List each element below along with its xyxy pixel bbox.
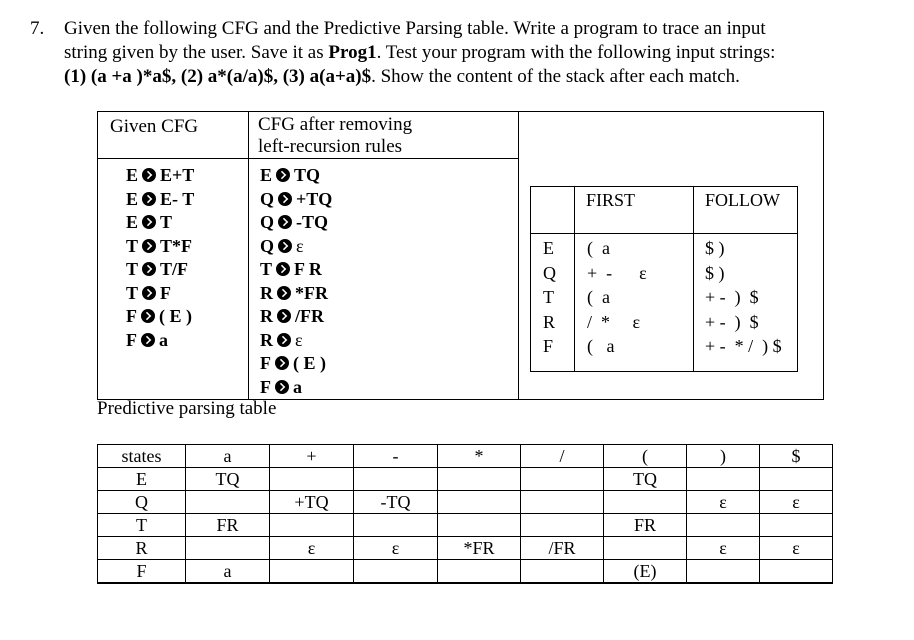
- rule-lhs: Q: [260, 188, 275, 209]
- produces-arrow-icon: [275, 356, 289, 370]
- question-line-2: [64, 42, 775, 64]
- table-cell: ε: [687, 491, 760, 514]
- rule-lhs: F: [260, 376, 271, 397]
- question-text-2a: string given by the user. Save it as: [64, 42, 329, 63]
- column-header: *: [438, 445, 521, 468]
- table-cell: ε: [687, 537, 760, 560]
- given-rule: [126, 258, 194, 282]
- grammar-divider-2: [518, 112, 519, 399]
- rule-rhs: F: [160, 282, 172, 303]
- rule-rhs: F R: [294, 259, 322, 279]
- follow-set: + - ) $: [705, 311, 759, 332]
- given-cfg-header: Given CFG: [110, 116, 199, 137]
- nonterminal: E: [543, 238, 554, 258]
- table-row: [98, 560, 833, 584]
- follow-set: $ ): [705, 262, 725, 283]
- follow-set: + - ) $: [705, 287, 759, 307]
- cfg-after-header-1: CFG after removing: [258, 114, 413, 135]
- rule-lhs: T: [126, 282, 139, 303]
- table-cell: -TQ: [354, 491, 438, 514]
- rule-rhs: a: [159, 329, 168, 350]
- produces-arrow-icon: [277, 286, 291, 300]
- rule-lhs: T: [260, 259, 273, 279]
- rule-rhs: ε: [295, 329, 303, 350]
- given-rule: [126, 164, 194, 188]
- follow-set: + - * / ) $: [705, 336, 782, 356]
- column-header: /: [521, 445, 604, 468]
- question-text-3: . Show the content of the stack after each match.: [371, 66, 740, 87]
- table-cell: [270, 560, 354, 584]
- program-name: Prog1: [328, 42, 377, 63]
- produces-arrow-icon: [276, 262, 290, 276]
- table-row: [98, 537, 833, 560]
- table-cell: [186, 491, 270, 514]
- grammar-header-line: [98, 158, 518, 159]
- table-cell: FR: [604, 514, 687, 537]
- table-cell: [270, 514, 354, 537]
- table-cell: [760, 560, 833, 584]
- produces-arrow-icon: [275, 380, 289, 394]
- column-header: ): [687, 445, 760, 468]
- column-header: $: [760, 445, 833, 468]
- produces-arrow-icon: [142, 168, 156, 182]
- ff-divider-2: [693, 187, 694, 371]
- produces-arrow-icon: [277, 309, 291, 323]
- column-header: +: [270, 445, 354, 468]
- table-cell: +TQ: [270, 491, 354, 514]
- produces-arrow-icon: [276, 168, 290, 182]
- rule-lhs: T: [126, 259, 139, 279]
- state-cell: Q: [98, 491, 186, 514]
- ff-header-line: [531, 233, 797, 234]
- table-cell: [438, 514, 521, 537]
- table-cell: /FR: [521, 537, 604, 560]
- rule-rhs: +TQ: [296, 188, 333, 209]
- first-set: / * ε: [587, 311, 641, 332]
- new-rule: [260, 164, 332, 188]
- table-cell: TQ: [186, 468, 270, 491]
- rule-rhs: ( E ): [293, 353, 326, 373]
- table-cell: [270, 468, 354, 491]
- produces-arrow-icon: [141, 309, 155, 323]
- new-rule: [260, 282, 332, 306]
- produces-arrow-icon: [278, 192, 292, 206]
- table-cell: [521, 560, 604, 584]
- given-rule: [126, 188, 194, 212]
- table-cell: [354, 468, 438, 491]
- rule-lhs: Q: [260, 235, 275, 256]
- given-rule: [126, 282, 194, 306]
- produces-arrow-icon: [142, 239, 156, 253]
- produces-arrow-icon: [142, 192, 156, 206]
- table-cell: ε: [270, 537, 354, 560]
- rule-rhs: a: [293, 376, 302, 397]
- table-cell: [354, 514, 438, 537]
- given-rule: [126, 211, 194, 235]
- table-cell: FR: [186, 514, 270, 537]
- table-cell: [521, 514, 604, 537]
- rule-lhs: R: [260, 329, 273, 350]
- rule-rhs: T: [160, 212, 173, 232]
- new-rule: [260, 235, 332, 259]
- rule-rhs: T/F: [160, 259, 189, 279]
- new-rules-list: [260, 164, 332, 399]
- grammar-divider-1: [248, 112, 249, 399]
- table-cell: ε: [760, 491, 833, 514]
- table-cell: [521, 491, 604, 514]
- column-header: -: [354, 445, 438, 468]
- follow-set: $ ): [705, 238, 725, 258]
- rule-lhs: E: [126, 212, 139, 232]
- new-rule: [260, 305, 332, 329]
- table-cell: (E): [604, 560, 687, 584]
- rule-rhs: -TQ: [296, 212, 329, 232]
- table-cell: ε: [760, 537, 833, 560]
- question-text-2b: . Test your program with the following input strings:: [376, 42, 776, 63]
- given-rule: [126, 305, 194, 329]
- nonterminal: Q: [543, 262, 556, 283]
- first-set: + - ε: [587, 262, 647, 283]
- new-rule: [260, 329, 332, 353]
- given-rule: [126, 235, 194, 259]
- question-line-1: [64, 18, 766, 40]
- table-cell: [438, 560, 521, 584]
- rule-lhs: F: [126, 329, 137, 350]
- table-cell: ε: [354, 537, 438, 560]
- rule-lhs: E: [126, 188, 139, 209]
- state-cell: F: [98, 560, 186, 584]
- cfg-after-header-2: left-recursion rules: [258, 136, 403, 157]
- rule-lhs: E: [126, 165, 139, 185]
- table-cell: [687, 560, 760, 584]
- parsing-table: [97, 444, 833, 584]
- rule-rhs: T*F: [160, 235, 193, 256]
- state-cell: E: [98, 468, 186, 491]
- new-rule: [260, 376, 332, 400]
- table-cell: [760, 468, 833, 491]
- produces-arrow-icon: [141, 333, 155, 347]
- produces-arrow-icon: [142, 262, 156, 276]
- produces-arrow-icon: [142, 286, 156, 300]
- produces-arrow-icon: [142, 215, 156, 229]
- table-cell: [687, 514, 760, 537]
- new-rule: [260, 188, 332, 212]
- produces-arrow-icon: [277, 333, 291, 347]
- nonterminal: R: [543, 311, 556, 332]
- table-cell: TQ: [604, 468, 687, 491]
- rule-lhs: F: [260, 353, 271, 373]
- state-cell: R: [98, 537, 186, 560]
- table-cell: a: [186, 560, 270, 584]
- column-header: states: [98, 445, 186, 468]
- new-rule: [260, 211, 332, 235]
- table-cell: [354, 560, 438, 584]
- table-caption: Predictive parsing table: [97, 398, 277, 419]
- given-rules-list: [126, 164, 194, 352]
- given-rule: [126, 329, 194, 353]
- produces-arrow-icon: [278, 215, 292, 229]
- first-header: FIRST: [586, 190, 636, 210]
- first-follow-table: [530, 186, 798, 372]
- rule-rhs: ε: [296, 235, 304, 256]
- nonterminal: T: [543, 287, 554, 307]
- rule-lhs: R: [260, 282, 273, 303]
- rule-rhs: /FR: [295, 306, 324, 326]
- input-strings: (1) (a +a )*a$, (2) a*(a/a)$, (3) a(a+a)$: [64, 66, 372, 87]
- table-cell: *FR: [438, 537, 521, 560]
- table-cell: [186, 537, 270, 560]
- column-header: a: [186, 445, 270, 468]
- question-line-3: [64, 66, 740, 88]
- produces-arrow-icon: [278, 239, 292, 253]
- rule-rhs: E+T: [160, 165, 195, 185]
- ff-divider-1: [574, 187, 575, 371]
- question-text-1: Given the following CFG and the Predictive Parsing table. Write a program to trace an input: [64, 18, 766, 39]
- first-set: ( a: [587, 238, 610, 258]
- rule-lhs: E: [260, 165, 273, 185]
- first-set: ( a: [587, 336, 615, 356]
- state-cell: T: [98, 514, 186, 537]
- new-rule: [260, 258, 332, 282]
- nonterminal: F: [543, 336, 554, 356]
- column-header: (: [604, 445, 687, 468]
- rule-lhs: F: [126, 306, 137, 326]
- table-row: [98, 514, 833, 537]
- table-cell: [760, 514, 833, 537]
- rule-lhs: Q: [260, 212, 275, 232]
- new-rule: [260, 352, 332, 376]
- table-cell: [604, 491, 687, 514]
- table-cell: [438, 491, 521, 514]
- rule-rhs: *FR: [295, 282, 328, 303]
- rule-lhs: T: [126, 235, 139, 256]
- table-cell: [438, 468, 521, 491]
- rule-rhs: ( E ): [159, 306, 192, 326]
- rule-rhs: E- T: [160, 188, 195, 209]
- table-cell: [687, 468, 760, 491]
- table-cell: [604, 537, 687, 560]
- table-row: [98, 468, 833, 491]
- table-cell: [521, 468, 604, 491]
- first-set: ( a: [587, 287, 610, 307]
- rule-rhs: TQ: [294, 165, 321, 185]
- follow-header: FOLLOW: [705, 190, 780, 210]
- table-row: [98, 491, 833, 514]
- question-number: 7.: [30, 18, 45, 39]
- rule-lhs: R: [260, 306, 273, 326]
- table-header-row: [98, 445, 833, 468]
